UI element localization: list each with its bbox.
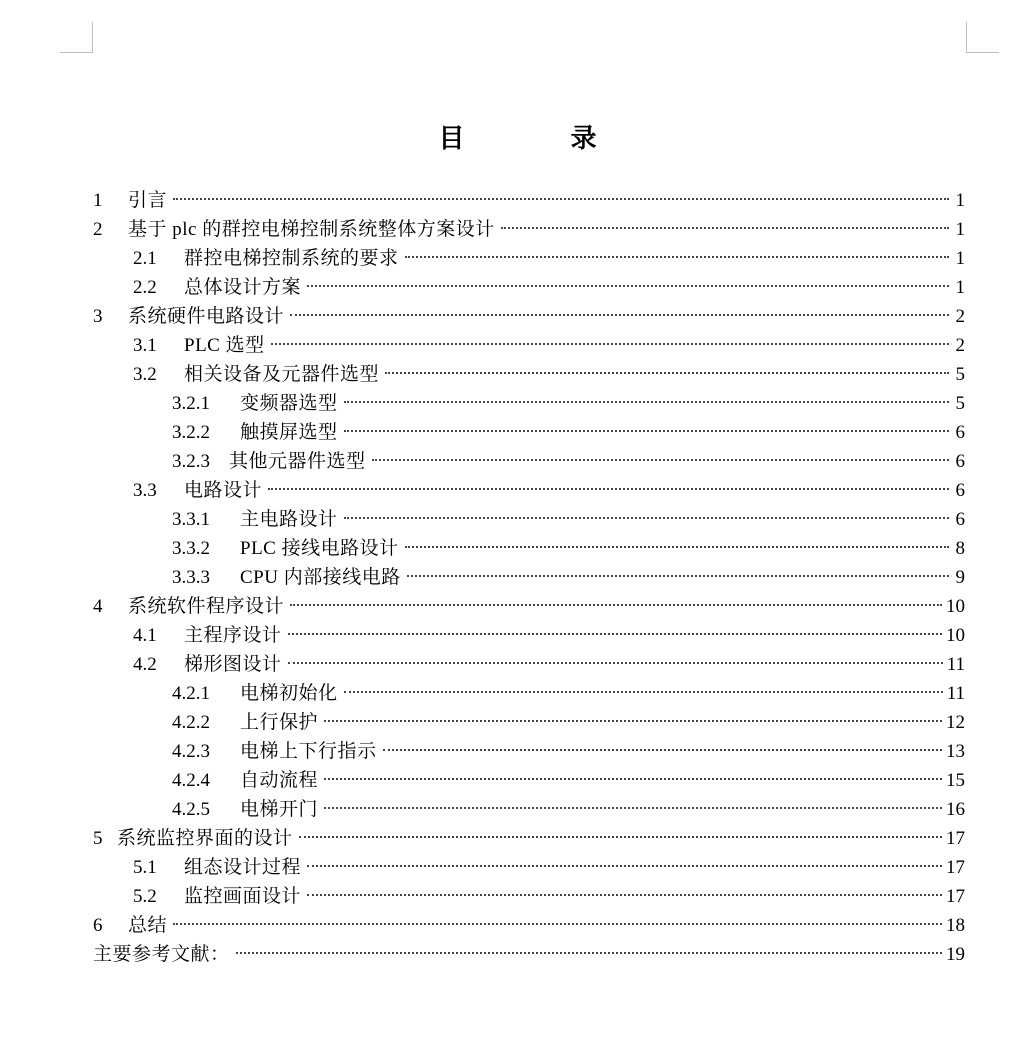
toc-title: 目 录 <box>438 124 637 153</box>
toc-entry[interactable] <box>93 911 965 940</box>
toc-entry-number: 6 <box>93 915 103 936</box>
toc-dot-leader <box>324 719 942 722</box>
toc-dot-leader <box>307 284 949 287</box>
toc-entry-page: 13 <box>946 741 965 762</box>
toc-entry[interactable] <box>93 476 965 505</box>
toc-entry-number: 5.2 <box>133 886 157 907</box>
toc-entry-number: 3.3.1 <box>172 509 210 530</box>
toc-entry[interactable] <box>93 824 965 853</box>
toc-entry-text: 组态设计过程 <box>184 857 302 878</box>
toc-entry[interactable] <box>93 505 965 534</box>
toc-entry-text: 总体设计方案 <box>184 277 302 298</box>
toc-dot-leader <box>344 516 949 519</box>
toc-entry-text: 基于 plc 的群控电梯控制系统整体方案设计 <box>128 219 495 240</box>
toc-entry-page: 5 <box>955 364 965 385</box>
toc-entry-text: 群控电梯控制系统的要求 <box>184 248 399 269</box>
toc-entry-number: 3.1 <box>133 335 157 356</box>
toc-entry-page: 8 <box>955 538 965 559</box>
toc-entry-number: 5.1 <box>133 857 157 878</box>
toc-entry-page: 1 <box>955 219 965 240</box>
toc-dot-leader <box>324 777 942 780</box>
toc-entry[interactable] <box>93 534 965 563</box>
toc-dot-leader <box>501 226 949 229</box>
toc-entry-number: 4.2.3 <box>172 741 210 762</box>
toc-entry-text: PLC 选型 <box>184 335 265 356</box>
toc-entry-number: 3.3 <box>133 480 157 501</box>
toc-dot-leader <box>268 487 949 490</box>
toc-entry-number: 3.2.1 <box>172 393 210 414</box>
toc-entry-text: 系统硬件电路设计 <box>128 306 285 327</box>
toc-entry-page: 2 <box>955 306 965 327</box>
toc-entry-page: 6 <box>955 451 965 472</box>
toc-dot-leader <box>405 545 949 548</box>
toc-entry-page: 17 <box>946 828 965 849</box>
toc-dot-leader <box>173 197 949 200</box>
crop-mark-top-right <box>966 22 999 53</box>
toc-entry[interactable] <box>93 650 965 679</box>
toc-entry-text: 引言 <box>128 190 168 211</box>
toc-entry-text: 电梯开门 <box>240 799 319 820</box>
toc-entry-number: 3.2.3 <box>172 451 210 472</box>
toc-entry-text: 其他元器件选型 <box>229 451 366 472</box>
toc-entry-text: 系统监控界面的设计 <box>117 828 293 849</box>
toc-entry-page: 5 <box>955 393 965 414</box>
toc-entry[interactable] <box>93 708 965 737</box>
toc-entry-text: 自动流程 <box>240 770 319 791</box>
toc-entry-number: 5 <box>93 828 103 849</box>
toc-entry-number: 4.2 <box>133 654 157 675</box>
toc-dot-leader <box>288 661 943 664</box>
toc-dot-leader <box>405 255 949 258</box>
toc-entry-number: 4 <box>93 596 103 617</box>
toc-entry[interactable] <box>93 273 965 302</box>
toc-entry-text: 上行保护 <box>240 712 319 733</box>
toc-entry[interactable] <box>93 389 965 418</box>
toc-entry[interactable] <box>93 795 965 824</box>
toc-entry-number: 2 <box>93 219 103 240</box>
toc-entry-text: 系统软件程序设计 <box>128 596 285 617</box>
toc-dot-leader <box>288 632 942 635</box>
toc-entry[interactable] <box>93 766 965 795</box>
toc-entry-number: 4.2.1 <box>172 683 210 704</box>
toc-entry-text: 触摸屏选型 <box>240 422 338 443</box>
toc-entry-number: 4.2.2 <box>172 712 210 733</box>
toc-dot-leader <box>324 806 942 809</box>
toc-dot-leader <box>271 342 949 345</box>
toc-entry[interactable] <box>93 215 965 244</box>
toc-entry-number: 3.2.2 <box>172 422 210 443</box>
toc-entry-page: 10 <box>946 625 965 646</box>
toc-entry-text: PLC 接线电路设计 <box>240 538 399 559</box>
toc-entry[interactable] <box>93 940 965 969</box>
table-of-contents <box>93 186 965 969</box>
toc-entry[interactable] <box>93 186 965 215</box>
toc-entry-text: 变频器选型 <box>240 393 338 414</box>
toc-entry-page: 2 <box>955 335 965 356</box>
toc-entry-page: 9 <box>955 567 965 588</box>
toc-entry-page: 17 <box>946 886 965 907</box>
toc-entry-page: 6 <box>955 480 965 501</box>
toc-dot-leader <box>344 400 949 403</box>
toc-entry[interactable] <box>93 563 965 592</box>
toc-entry[interactable] <box>93 679 965 708</box>
toc-entry-text: 电梯上下行指示 <box>240 741 377 762</box>
toc-dot-leader <box>236 951 942 954</box>
toc-entry-number: 3.3.3 <box>172 567 210 588</box>
toc-entry-page: 1 <box>955 277 965 298</box>
toc-dot-leader <box>344 690 943 693</box>
toc-dot-leader <box>307 864 942 867</box>
toc-entry-page: 12 <box>946 712 965 733</box>
toc-entry-page: 6 <box>955 509 965 530</box>
toc-entry[interactable] <box>93 592 965 621</box>
toc-entry-page: 11 <box>946 654 965 675</box>
toc-entry-text: 监控画面设计 <box>184 886 302 907</box>
toc-dot-leader <box>385 371 949 374</box>
toc-entry[interactable] <box>93 447 965 476</box>
toc-entry-text: 主程序设计 <box>184 625 282 646</box>
toc-dot-leader <box>407 574 949 577</box>
toc-dot-leader <box>290 603 942 606</box>
toc-entry-number: 3.2 <box>133 364 157 385</box>
toc-entry-page: 1 <box>955 190 965 211</box>
toc-dot-leader <box>290 313 949 316</box>
toc-entry-number: 4.2.5 <box>172 799 210 820</box>
toc-entry-text: 总结 <box>128 915 168 936</box>
crop-mark-top-left <box>60 22 93 53</box>
toc-entry-text: 主要参考文献： <box>93 944 230 965</box>
toc-entry-page: 6 <box>955 422 965 443</box>
toc-entry-number: 2.1 <box>133 248 157 269</box>
toc-entry[interactable] <box>93 302 965 331</box>
toc-entry-number: 4.2.4 <box>172 770 210 791</box>
toc-entry-page: 15 <box>946 770 965 791</box>
toc-entry[interactable] <box>93 882 965 911</box>
toc-entry[interactable] <box>93 360 965 389</box>
toc-entry-page: 16 <box>946 799 965 820</box>
toc-entry-number: 2.2 <box>133 277 157 298</box>
toc-entry-page: 19 <box>946 944 965 965</box>
toc-entry-page: 11 <box>946 683 965 704</box>
toc-entry[interactable] <box>93 737 965 766</box>
toc-entry[interactable] <box>93 331 965 360</box>
toc-dot-leader <box>173 922 942 925</box>
toc-entry-number: 4.1 <box>133 625 157 646</box>
toc-entry-page: 1 <box>955 248 965 269</box>
toc-dot-leader <box>344 429 949 432</box>
toc-entry-text: 主电路设计 <box>240 509 338 530</box>
toc-entry-page: 18 <box>946 915 965 936</box>
toc-dot-leader <box>383 748 942 751</box>
toc-entry-text: 相关设备及元器件选型 <box>184 364 380 385</box>
toc-entry-text: 电路设计 <box>184 480 263 501</box>
toc-entry[interactable] <box>93 853 965 882</box>
toc-entry-number: 3.3.2 <box>172 538 210 559</box>
toc-dot-leader <box>307 893 942 896</box>
toc-dot-leader <box>299 835 942 838</box>
toc-entry[interactable] <box>93 418 965 447</box>
toc-entry[interactable] <box>93 244 965 273</box>
toc-entry-number: 3 <box>93 306 103 327</box>
toc-entry-text: CPU 内部接线电路 <box>240 567 401 588</box>
toc-entry-page: 10 <box>946 596 965 617</box>
toc-entry-number: 1 <box>93 190 103 211</box>
toc-entry-page: 17 <box>946 857 965 878</box>
toc-entry[interactable] <box>93 621 965 650</box>
toc-dot-leader <box>372 458 949 461</box>
toc-entry-text: 电梯初始化 <box>240 683 338 704</box>
toc-entry-text: 梯形图设计 <box>184 654 282 675</box>
